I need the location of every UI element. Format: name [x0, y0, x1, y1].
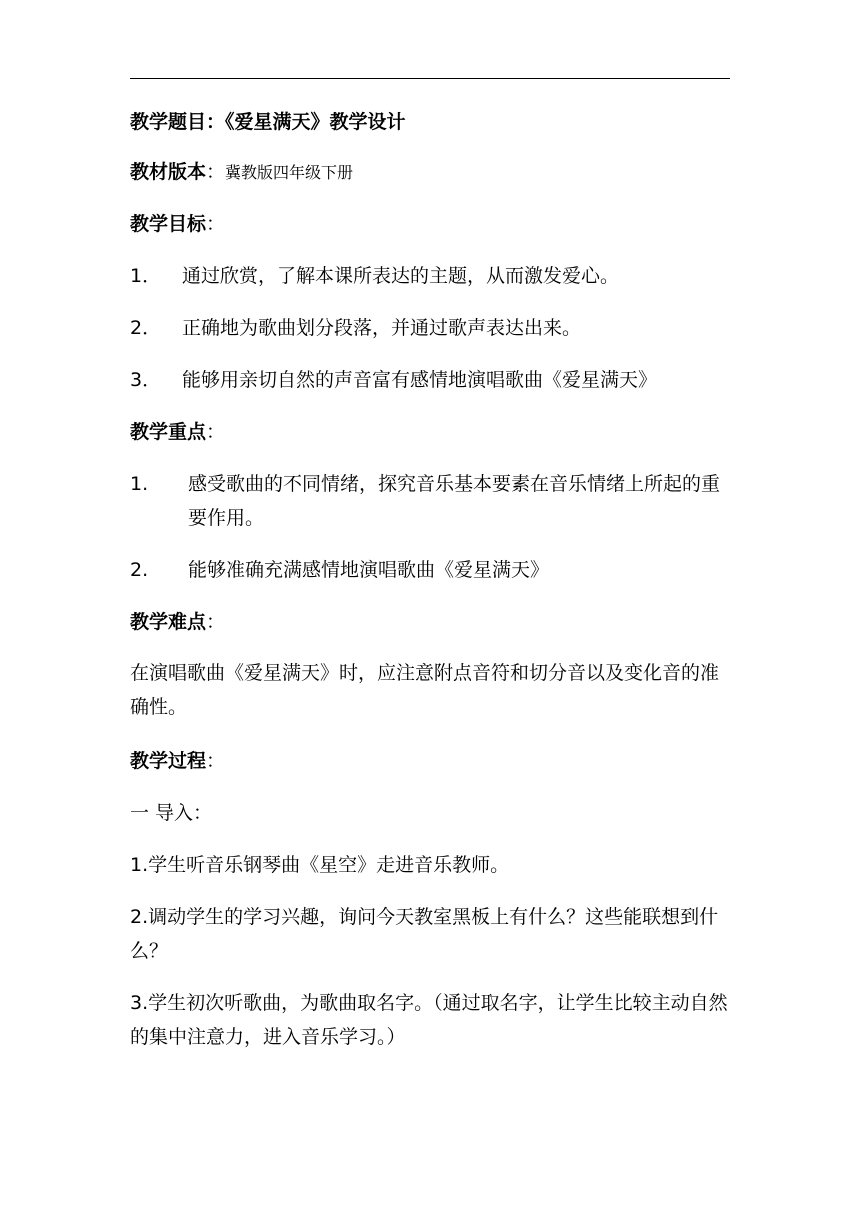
objective-number: 1．: [130, 265, 162, 287]
objective-number: 2．: [130, 317, 162, 339]
key-point-text: 能够准确充满感情地演唱歌曲《爱星满天》: [188, 559, 550, 581]
objectives-colon: ：: [206, 213, 226, 235]
textbook-value: 冀教版四年级下册: [225, 163, 354, 182]
key-points-heading: [130, 418, 730, 446]
process-step: 1.学生听音乐钢琴曲《星空》走进音乐教师。: [130, 854, 510, 876]
objective-text: 正确地为歌曲划分段落，并通过歌声表达出来。: [182, 317, 582, 339]
document-page: [130, 0, 730, 1216]
lesson-title-label: 教学题目：: [130, 111, 226, 133]
lesson-title-value: 《爱星满天》教学设计: [225, 111, 406, 133]
difficulties-text: 在演唱歌曲《爱星满天》时，应注意附点音符和切分音以及变化音的准确性。: [130, 662, 720, 718]
objective-number: 3．: [130, 369, 162, 391]
objectives-label: 教学目标: [130, 213, 207, 235]
process-step: 2.调动学生的学习兴趣，询问今天教室黑板上有什么？这些能联想到什么？: [130, 906, 719, 962]
key-point-text: 感受歌曲的不同情绪，探究音乐基本要素在音乐情绪上所起的重要作用。: [188, 473, 721, 529]
process-step: 3.学生初次听歌曲，为歌曲取名字。（通过取名字，让学生比较主动自然的集中注意力，进入音乐学习。）: [130, 992, 728, 1048]
key-point-number: 2.: [130, 559, 149, 581]
process-label: 教学过程: [130, 750, 207, 772]
header-rule: [130, 78, 730, 79]
key-point-number: 1.: [130, 473, 149, 495]
difficulties-colon: ：: [206, 611, 226, 633]
textbook-label: 教材版本: [130, 161, 207, 183]
difficulties-heading: [130, 608, 730, 636]
objective-text: 通过欣赏，了解本课所表达的主题，从而激发爱心。: [182, 265, 620, 287]
textbook-colon: ：: [206, 161, 226, 183]
key-points-colon: ：: [206, 421, 226, 443]
lesson-title: [130, 108, 730, 136]
difficulties-label: 教学难点: [130, 611, 207, 633]
process-heading: [130, 747, 730, 775]
process-section-title: 一 导入：: [130, 802, 213, 824]
objectives-heading: [130, 210, 730, 238]
textbook-version: [130, 158, 730, 187]
process-colon: ：: [206, 750, 226, 772]
objective-text: 能够用亲切自然的声音富有感情地演唱歌曲《爱星满天》: [182, 369, 658, 391]
key-points-label: 教学重点: [130, 421, 207, 443]
